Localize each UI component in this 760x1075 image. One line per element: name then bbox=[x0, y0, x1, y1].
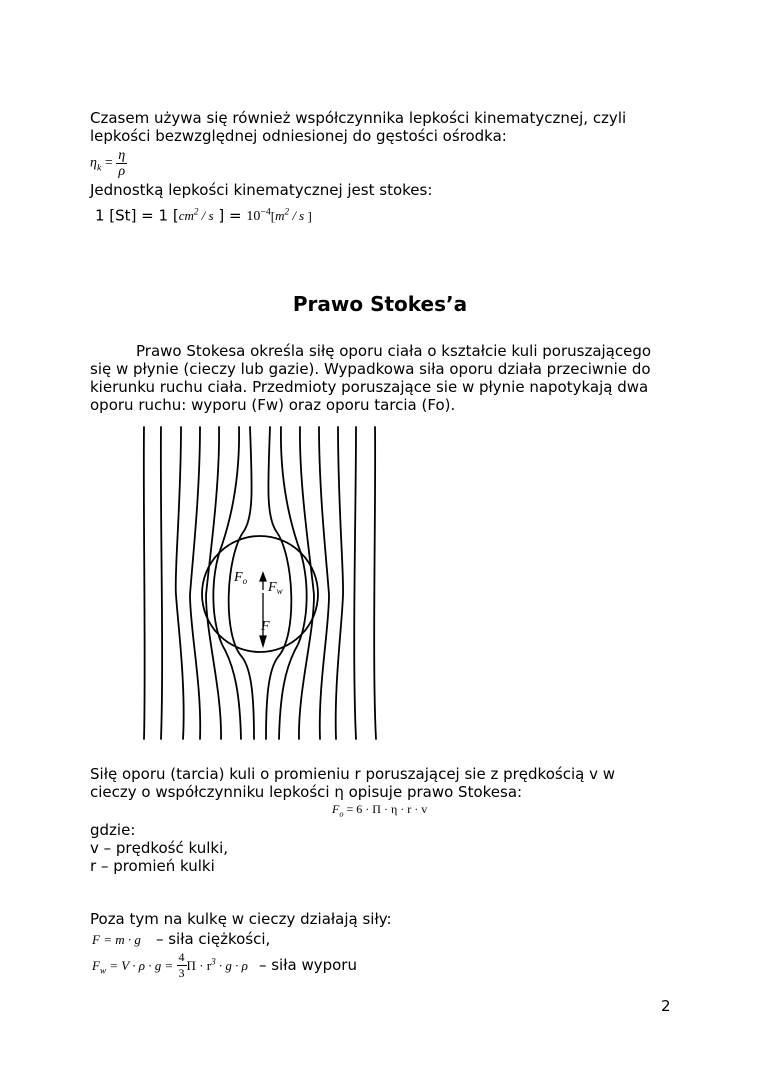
v-definition: v – prędkość kulki, bbox=[90, 839, 229, 857]
gravity-line: F = m · g – siła ciężkości, bbox=[92, 930, 271, 948]
streamline bbox=[374, 427, 376, 739]
stokes-unit-formula: 1 [St] = 1 [$cm^2$ / s ] = $10^{-4}[m^2$ / s ] bbox=[95, 206, 312, 225]
fo-label: $F_o$ bbox=[234, 570, 248, 586]
stokes-law-line-1: Siłę oporu (tarcia) kuli o promieniu r poruszającej sie z prędkością v w bbox=[90, 765, 615, 783]
section-paragraph-line-3: kierunku ruchu ciała. Przedmioty poruszające sie w płynie napotykają dwa bbox=[90, 378, 649, 396]
intro-line-1: Czasem używa się również współczynnika lepkości kinematycznej, czyli bbox=[90, 109, 627, 127]
streamline bbox=[319, 427, 329, 739]
streamline bbox=[144, 427, 145, 739]
page-number: 2 bbox=[661, 997, 671, 1015]
section-paragraph-line-4: oporu ruchu: wyporu (Fw) oraz oporu tarcia (Fo). bbox=[90, 396, 456, 414]
fo-arrow-head bbox=[260, 573, 266, 581]
section-paragraph-line-1: Prawo Stokesa określa siłę oporu ciała o kształcie kuli poruszającego bbox=[136, 342, 652, 360]
unit-line: Jednostką lepkości kinematycznej jest stokes: bbox=[90, 181, 433, 199]
where-label: gdzie: bbox=[90, 821, 136, 839]
kinematic-viscosity-formula: $\eta_k$ = $\frac{\eta}{\rho}$ bbox=[90, 148, 126, 179]
streamline bbox=[176, 427, 184, 739]
f-label: F bbox=[261, 619, 270, 634]
section-paragraph-line-2: się w płynie (cieczy lub gazie). Wypadkowa siła oporu działa przeciwnie do bbox=[90, 360, 651, 378]
fw-label: $F_w$ bbox=[268, 580, 283, 596]
streamline bbox=[190, 427, 200, 739]
streamline bbox=[161, 427, 162, 739]
sphere bbox=[202, 536, 318, 652]
section-title: Prawo Stokes’a bbox=[292, 292, 468, 316]
stokes-law-line-2: cieczy o współczynniku lepkości η opisuje prawo Stokesa: bbox=[90, 783, 523, 801]
stokes-law-formula: $F_o = 6 \cdot \Pi \cdot \eta \cdot r \cdot v$ bbox=[332, 802, 428, 819]
intro-line-2: lepkości bezwzględnej odniesionej do gęstości ośrodka: bbox=[90, 127, 507, 145]
stokes-flow-figure bbox=[130, 425, 390, 743]
streamline bbox=[354, 427, 356, 739]
buoyancy-line: $F_w = V \cdot \rho \cdot g$ = $\frac{4}{3}$ $\Pi \cdot r^3 \cdot g \cdot \rho$ – siła wyporu bbox=[92, 950, 357, 980]
r-definition: r – promień kulki bbox=[90, 857, 215, 875]
forces-intro: Poza tym na kulkę w cieczy działają siły: bbox=[90, 910, 392, 928]
streamline bbox=[336, 427, 343, 739]
f-arrow-head bbox=[260, 636, 266, 646]
